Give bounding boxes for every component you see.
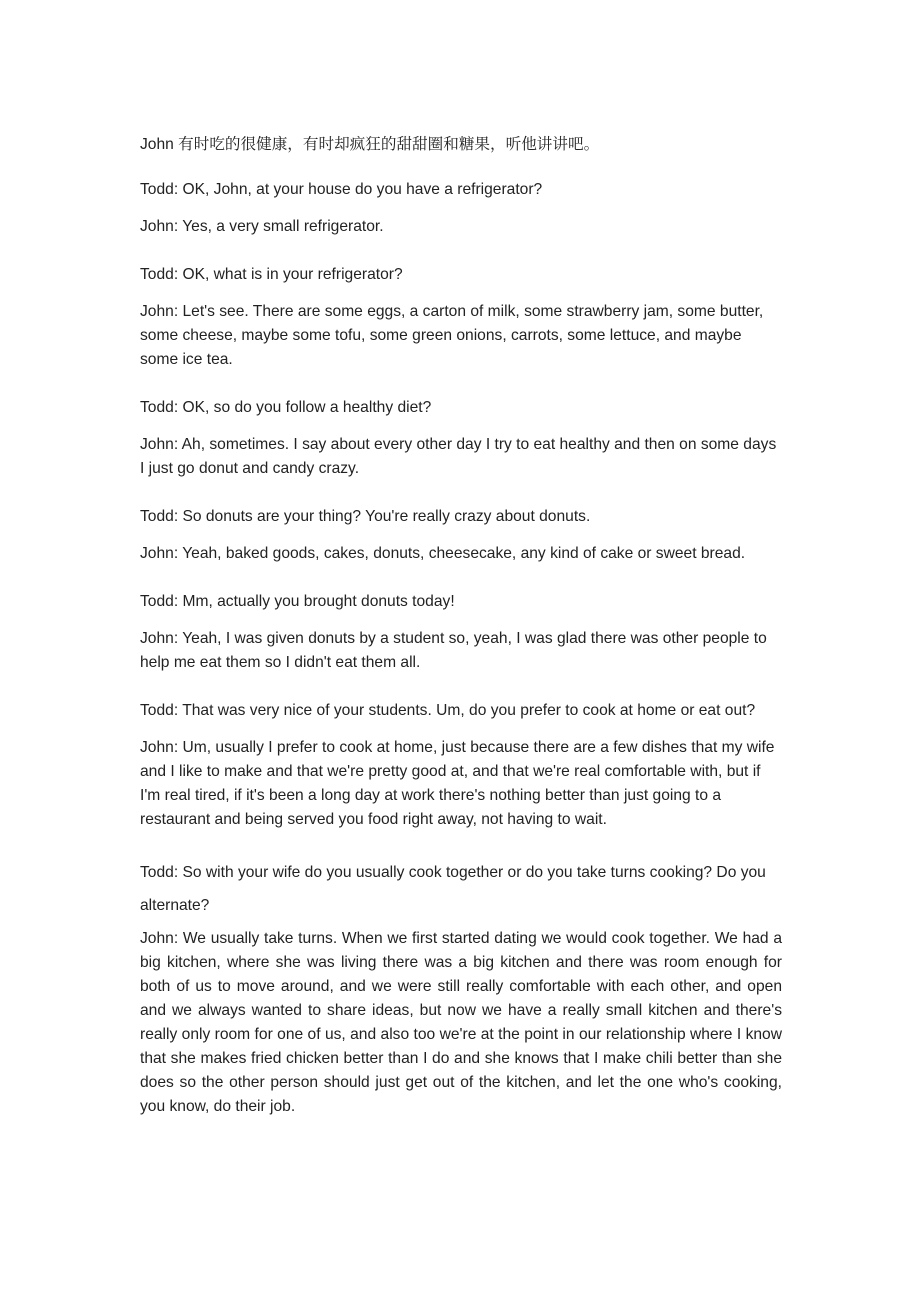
todd-line: Todd: That was very nice of your students. Um, do you prefer to cook at home or eat out? xyxy=(140,702,756,719)
john-line: John: Um, usually I prefer to cook at home, just because there are a few dishes that my wife and I like to make and that we're pretty good at, and that we're real comfortable with, but if I'm real tired, if it's been a long day at work there's nothing better than just going to a restaurant and being served you food right away, not having to wait. xyxy=(140,739,775,828)
todd-line: Todd: Mm, actually you brought donuts today! xyxy=(140,593,455,610)
todd-line: Todd: So with your wife do you usually cook together or do you take turns cooking? Do you alternate? xyxy=(140,864,766,914)
john-line: John: Yes, a very small refrigerator. xyxy=(140,218,384,235)
john-line: John: Yeah, I was given donuts by a student so, yeah, I was glad there was other people to help me eat them so I didn't eat them all. xyxy=(140,630,767,671)
todd-line: Todd: OK, John, at your house do you have a refrigerator? xyxy=(140,181,543,198)
todd-line: Todd: OK, so do you follow a healthy diet? xyxy=(140,399,432,416)
john-line: John: Yeah, baked goods, cakes, donuts, cheesecake, any kind of cake or sweet bread. xyxy=(140,545,746,562)
todd-line: Todd: So donuts are your thing? You're really crazy about donuts. xyxy=(140,508,591,525)
dialogue-content xyxy=(140,133,782,1119)
john-line: John: Let's see. There are some eggs, a carton of milk, some strawberry jam, some butter, some cheese, maybe some tofu, some green onions, carrots, some lettuce, and maybe some ice tea. xyxy=(140,303,764,368)
john-line: John: Ah, sometimes. I say about every other day I try to eat healthy and then on some days I just go donut and candy crazy. xyxy=(140,436,777,477)
todd-line: Todd: OK, what is in your refrigerator? xyxy=(140,266,403,283)
intro-text: John 有时吃的很健康，有时却疯狂的甜甜圈和糖果，听他讲讲吧。 xyxy=(140,136,600,153)
john-line: John: We usually take turns. When we first started dating we would cook together. We had a big kitchen, where she was living there was a big kitchen and there was room enough for both of us to move around, and we were still really comfortable with each other, and open and we always wanted to share ideas, but now we have a really small kitchen and there's really only room for one of us, and also too we're at the point in our relationship where I know that she makes fried chicken better than I do and she knows that I make chili better than she does so the other person should just get out of the kitchen, and let the one who's cooking, you know, do their job. xyxy=(140,930,782,1115)
